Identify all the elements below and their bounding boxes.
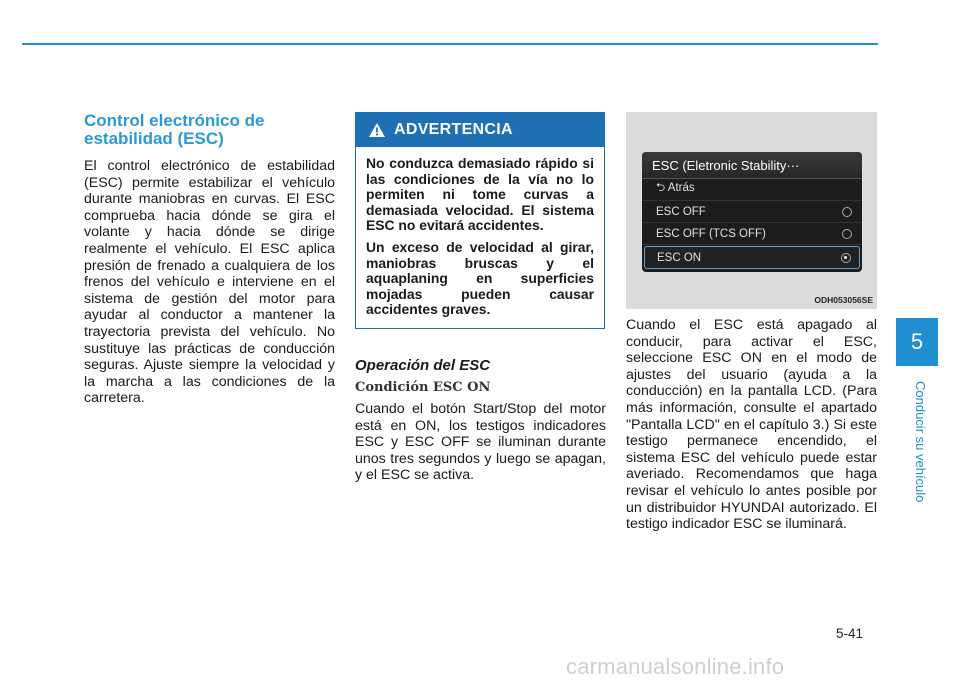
radio-empty-icon — [842, 207, 852, 217]
section-heading: Control electrónico de estabilidad (ESC) — [84, 111, 265, 148]
lcd-option-esc-off-tcs: ESC OFF (TCS OFF) — [642, 223, 862, 245]
watermark: carmanualsonline.info — [566, 654, 785, 679]
warning-triangle-icon — [368, 122, 386, 138]
image-code: ODH053056SE — [814, 295, 873, 305]
radio-selected-icon — [841, 253, 851, 263]
lcd-title: ESC (Eletronic Stability··· — [642, 152, 862, 179]
warning-header — [356, 113, 604, 147]
top-rule — [22, 43, 878, 45]
condition-heading: Condición ESC ON — [355, 379, 491, 395]
esc-description: El control electrónico de estabilidad (ESC) permite estabilizar el vehículo durante maniobras en curvas. El ESC comprueba hacia dónde se gira el volante y hacia dónde se dirige realmente el vehículo. El ESC aplica presión de frenado a cualquiera de los frenos del vehículo e interviene en el sistema de gestión del motor para ayudar al conductor a mantener la trayectoria prevista del vehículo. No sustituye las prácticas de conducción seguras. Ajuste siempre la velocidad y la marcha a las condiciones de la carretera. — [84, 158, 335, 407]
lcd-back-label: Atrás — [667, 182, 695, 194]
radio-empty-icon — [842, 229, 852, 239]
warning-paragraph-1: No conduzca demasiado rápido si las condiciones de la vía no lo permiten ni tome curvas a demasiada velocidad. El sistema ESC no evitará accidentes. — [366, 155, 594, 234]
chapter-tab: 5 — [896, 318, 938, 366]
warning-title: ADVERTENCIA — [394, 121, 513, 138]
lcd-illustration — [626, 112, 877, 309]
warning-paragraph-2: Un exceso de velocidad al girar, maniobras bruscas y el aquaplaning en superficies mojadas pueden causar accidentes graves. — [366, 238, 594, 318]
chapter-label: Conducir su vehículo — [913, 381, 928, 503]
lcd-option-esc-on: ESC ON — [644, 246, 860, 269]
lcd-back-row — [642, 179, 862, 201]
lcd-option-esc-off: ESC OFF — [642, 201, 862, 223]
warning-body — [356, 147, 604, 328]
page-number: 5-41 — [836, 626, 864, 641]
column-1 — [84, 112, 335, 407]
condition-description: Cuando el botón Start/Stop del motor está en ON, los testigos indicadores ESC y ESC OFF se iluminan durante unos tres segundos y luego se apagan, y el ESC se activa. — [355, 400, 606, 484]
column-3 — [626, 112, 877, 533]
operation-subheading: Operación del ESC — [355, 356, 491, 374]
lcd-screen — [642, 152, 862, 272]
column-2 — [355, 112, 606, 484]
warning-box — [355, 112, 605, 329]
back-arrow-icon: ⮌ — [656, 182, 668, 194]
esc-on-instructions: Cuando el ESC está apagado al conducir, para activar el ESC, seleccione ESC ON en el modo de ajustes del usuario (ayuda a la conducción) en la pantalla LCD. (Para más información, consulte el apartado "Pantalla LCD" en el capítulo 3.) Si este testigo permanece encendido, el sistema ESC del vehículo puede estar averiado. Recomendamos que haga revisar el vehículo lo antes posible por un distribuidor HYUNDAI autorizado. El testigo indicador ESC se iluminará. — [626, 317, 877, 533]
